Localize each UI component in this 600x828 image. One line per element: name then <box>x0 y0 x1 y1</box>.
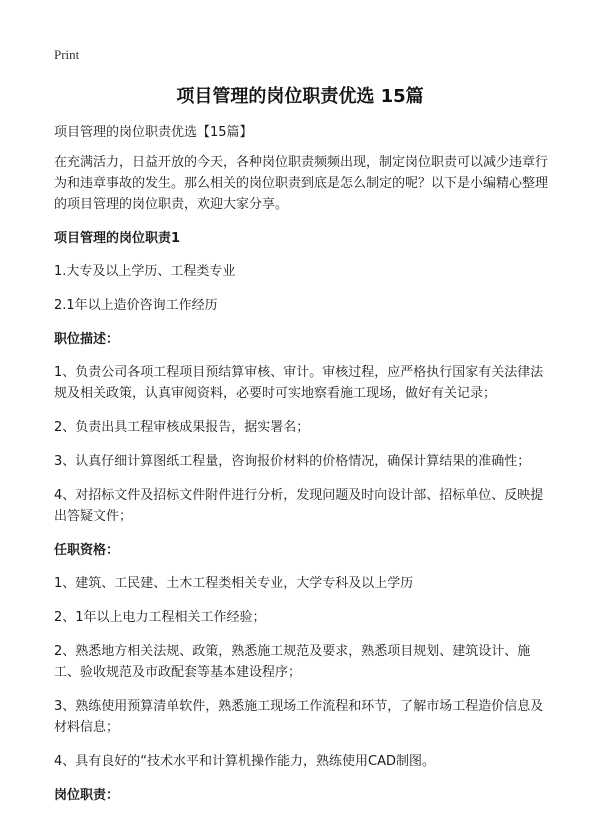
qualification-item: 1、建筑、工民建、土木工程类相关专业，大学专科及以上学历 <box>54 576 414 591</box>
document-body <box>54 122 554 818</box>
intro-paragraph: 在充满活力，日益开放的今天，各种岗位职责频频出现，制定岗位职责可以减少违章行为和违章事故的发生。那么相关的岗位职责到底是怎么制定的呢？以下是小编精心整理的项目管理的岗位职责，欢迎大家分享。 <box>54 155 549 212</box>
section-heading: 项目管理的岗位职责1 <box>54 231 181 246</box>
qualification-item: 3、熟练使用预算清单软件，熟悉施工现场工作流程和环节，了解市场工程造价信息及材料信息； <box>54 699 544 735</box>
description-item: 4、对招标文件及招标文件附件进行分析，发现问题及时向设计部、招标单位、反映提出答疑文件； <box>54 488 544 524</box>
description-item: 3、认真仔细计算图纸工程量，咨询报价材料的价格情况，确保计算结果的准确性； <box>54 454 531 469</box>
job-description-heading: 职位描述： <box>54 332 120 347</box>
qualification-heading: 任职资格： <box>54 543 120 558</box>
requirement-item: 2.1年以上造价咨询工作经历 <box>54 298 218 313</box>
requirement-item: 1.大专及以上学历、工程类专业 <box>54 264 236 279</box>
duty-heading: 岗位职责： <box>54 788 120 803</box>
qualification-item: 4、具有良好的“技术水平和计算机操作能力，熟练使用CAD制图。 <box>54 754 435 769</box>
qualification-item: 2、1年以上电力工程相关工作经验； <box>54 610 266 625</box>
document-subtitle: 项目管理的岗位职责优选【15篇】 <box>54 125 253 140</box>
print-label: Print <box>54 47 80 62</box>
description-item: 2、负责出具工程审核成果报告，据实署名； <box>54 420 310 435</box>
page-title: 项目管理的岗位职责优选 15篇 <box>176 86 424 107</box>
description-item: 1、负责公司各项工程项目预结算审核、审计。审核过程，应严格执行国家有关法律法规及相关政策，认真审阅资料，必要时可实地察看施工现场，做好有关记录； <box>54 365 544 401</box>
qualification-item: 2、熟悉地方相关法规、政策，熟悉施工规范及要求，熟悉项目规划、建筑设计、施工、验收规范及市政配套等基本建设程序； <box>54 644 531 680</box>
